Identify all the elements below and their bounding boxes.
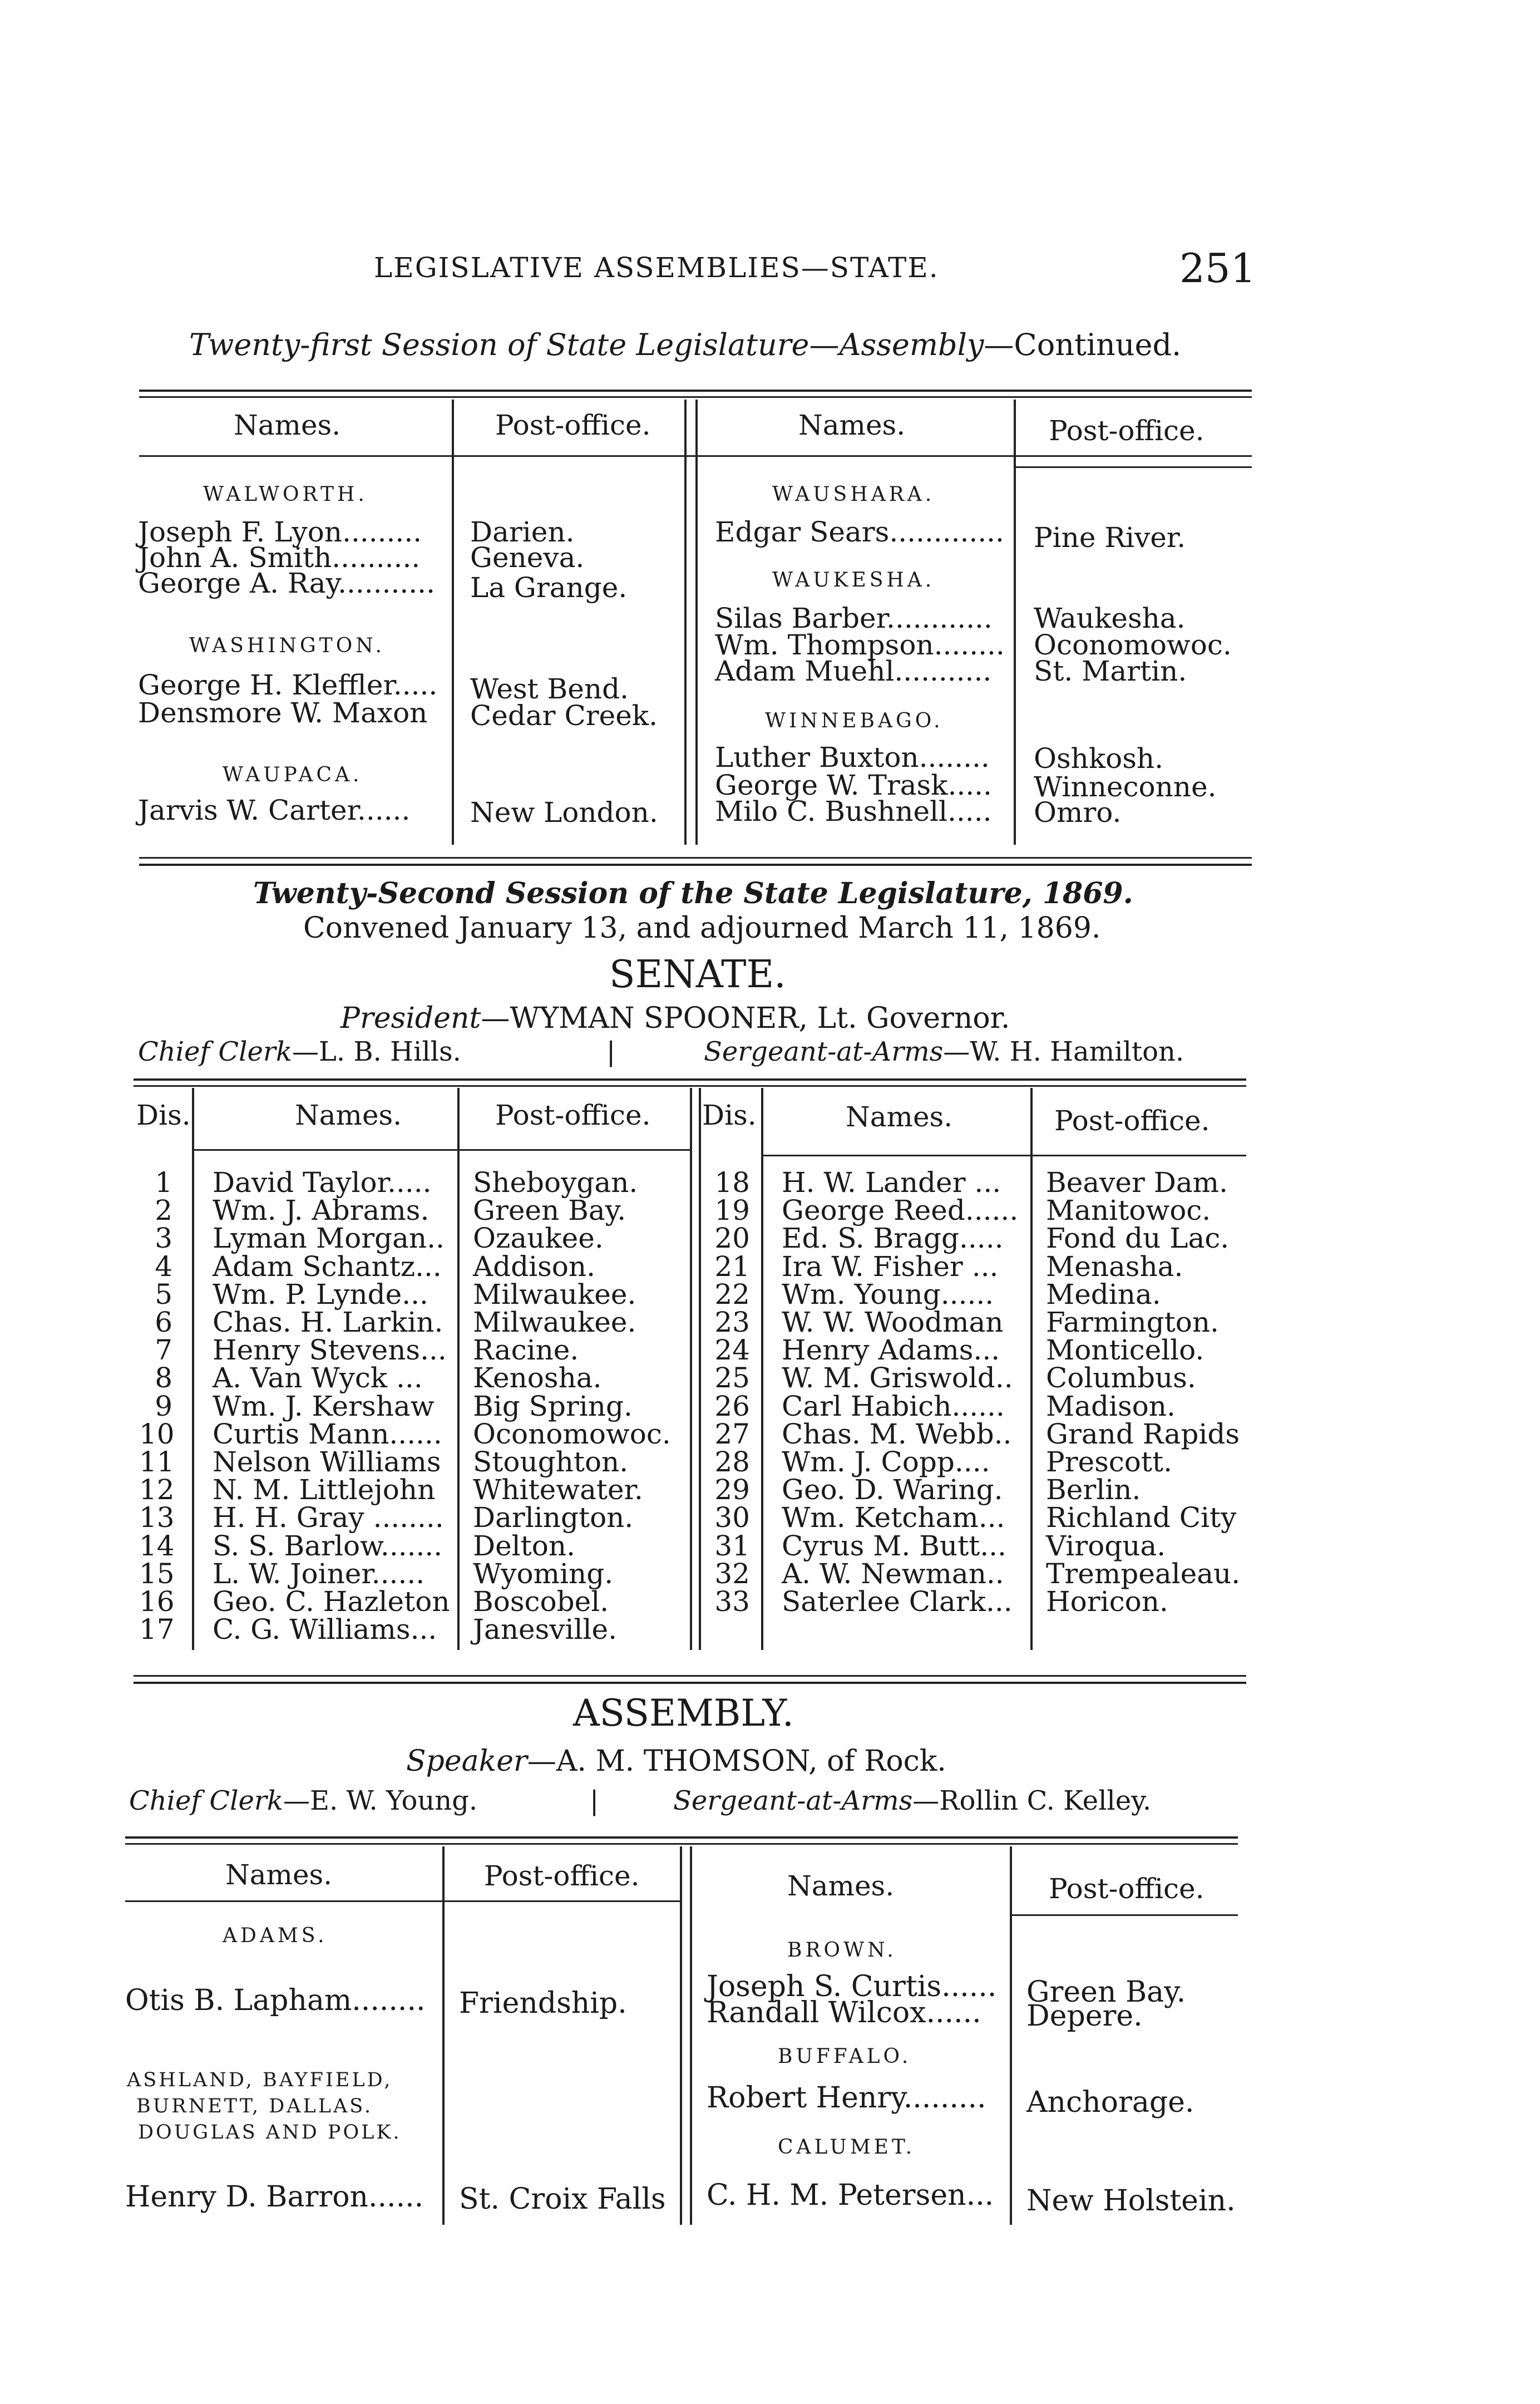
list-item: George W. Trask..... — [715, 769, 992, 801]
senate-heading: SENATE. — [609, 953, 786, 997]
district-number: 17 — [139, 1613, 175, 1646]
col-post-right: Post-office. — [1054, 1105, 1210, 1137]
list-item: Randall Wilcox...... — [707, 1996, 981, 2029]
table-row-name: Geo. C. Hazleton — [213, 1585, 450, 1618]
running-title: LEGISLATIVE ASSEMBLIES—STATE. — [374, 252, 939, 284]
list-item-post: New Holstein. — [1026, 2184, 1236, 2218]
assembly-speaker — [406, 1745, 946, 1778]
county-waushara: WAUSHARA. — [772, 483, 935, 506]
list-item-post: St. Croix Falls — [459, 2183, 666, 2216]
county-adams: ADAMS. — [223, 1924, 328, 1947]
table-row-post: Trempealeau. — [1046, 1557, 1241, 1590]
table-row-post: Boscobel. — [473, 1585, 609, 1618]
table-row-post: Grand Rapids — [1046, 1417, 1240, 1450]
table-row-name: Geo. D. Waring. — [782, 1474, 1003, 1506]
list-item-post: Friendship. — [459, 1987, 627, 2020]
table-row-name: Henry Stevens... — [213, 1334, 447, 1367]
table-row-name: Ira W. Fisher ... — [782, 1250, 999, 1283]
table-row-post: Kenosha. — [473, 1362, 602, 1395]
list-item: Luther Buxton........ — [715, 741, 990, 774]
district-number: 14 — [139, 1529, 175, 1562]
assembly-sergeant — [673, 1785, 1151, 1816]
district-number: 16 — [139, 1585, 175, 1618]
col-names-right: Names. — [846, 1101, 953, 1133]
table-row-post: Madison. — [1046, 1390, 1176, 1422]
table-row-post: Addison. — [473, 1250, 595, 1283]
list-item: Joseph F. Lyon......... — [138, 516, 422, 548]
table-row-post: Columbus. — [1046, 1362, 1196, 1395]
county-ashland-3: DOUGLAS AND POLK. — [138, 2121, 402, 2144]
district-number: 1 — [155, 1166, 172, 1199]
col-dis-right: Dis. — [702, 1099, 757, 1131]
district-number: 28 — [714, 1446, 750, 1478]
district-number: 19 — [714, 1194, 750, 1227]
table-row-post: Beaver Dam. — [1046, 1166, 1228, 1199]
assembly-separator: | — [590, 1785, 599, 1816]
table-row-post: Wyoming. — [473, 1557, 614, 1590]
list-item: George A. Ray........... — [138, 567, 435, 599]
speaker-value: —A. M. THOMSON, of Rock. — [527, 1745, 946, 1778]
table-row-post: Fond du Lac. — [1046, 1222, 1230, 1255]
col-names-left: Names. — [225, 1859, 333, 1891]
senate-separator: | — [606, 1036, 616, 1067]
table-row-post: Delton. — [473, 1529, 575, 1562]
list-item-post: La Grange. — [470, 572, 628, 604]
table-row-name: W. M. Griswold.. — [782, 1362, 1013, 1395]
table-row-name: Carl Habich...... — [782, 1390, 1005, 1422]
district-number: 21 — [714, 1250, 750, 1283]
district-number: 27 — [714, 1417, 750, 1450]
col-names-right: Names. — [798, 409, 906, 441]
district-number: 25 — [714, 1362, 750, 1395]
table-row-name: Chas. H. Larkin. — [213, 1306, 443, 1338]
sergeant-label: Sergeant-at-Arms — [704, 1036, 944, 1067]
table-row-name: H. W. Lander ... — [782, 1166, 1001, 1199]
assembly-heading: ASSEMBLY. — [573, 1692, 794, 1735]
table-row-post: Ozaukee. — [473, 1222, 604, 1255]
table-row-post: Janesville. — [473, 1613, 618, 1646]
district-number: 24 — [714, 1334, 750, 1367]
table-row-post: Whitewater. — [473, 1474, 643, 1506]
table-row-post: Viroqua. — [1046, 1529, 1166, 1562]
county-waupaca: WAUPACA. — [223, 763, 363, 786]
table-row-name: Nelson Williams — [213, 1446, 441, 1478]
table-row-post: Farmington. — [1046, 1306, 1219, 1338]
table-row-name: Adam Schantz... — [213, 1250, 442, 1283]
county-ashland-1: ASHLAND, BAYFIELD, — [127, 2069, 393, 2091]
senate-clerk — [138, 1036, 461, 1067]
table-row-name: Wm. Young...... — [782, 1278, 994, 1311]
list-item: Silas Barber............ — [715, 602, 993, 634]
list-item: Robert Henry......... — [707, 2081, 986, 2115]
table-row-name: L. W. Joiner...... — [213, 1557, 425, 1590]
district-number: 7 — [155, 1334, 172, 1367]
district-number: 5 — [155, 1278, 172, 1311]
continued-title-suffix: Continued. — [1014, 327, 1182, 362]
col-dis-left: Dis. — [136, 1099, 191, 1131]
list-item: Wm. Thompson........ — [715, 629, 1005, 661]
table-row-name: H. H. Gray ........ — [213, 1501, 444, 1534]
district-number: 4 — [155, 1250, 172, 1283]
table-row-name: Wm. J. Abrams. — [213, 1194, 430, 1227]
table-row-name: Wm. J. Copp.... — [782, 1446, 990, 1478]
district-number: 31 — [714, 1529, 750, 1562]
table-row-name: Saterlee Clark... — [782, 1585, 1013, 1618]
continued-title — [189, 327, 1181, 362]
county-washington: WASHINGTON. — [189, 634, 385, 657]
district-number: 20 — [714, 1222, 750, 1255]
table-row-post: Green Bay. — [473, 1194, 626, 1227]
district-number: 10 — [139, 1417, 175, 1450]
table-row-name: Cyrus M. Butt... — [782, 1529, 1006, 1562]
district-number: 26 — [714, 1390, 750, 1422]
list-item-post: Winneconne. — [1034, 771, 1217, 803]
table-row-post: Oconomowoc. — [473, 1417, 671, 1450]
list-item: Adam Muehl........... — [715, 655, 992, 687]
county-brown: BROWN. — [787, 1939, 897, 1962]
table-row-post: Big Spring. — [473, 1390, 633, 1422]
district-number: 12 — [139, 1474, 175, 1506]
col-names-left: Names. — [234, 409, 341, 441]
assembly-clerk-value: —E. W. Young. — [283, 1785, 478, 1816]
district-number: 30 — [714, 1501, 750, 1534]
col-post-right: Post-office. — [1049, 1873, 1205, 1905]
table-row-post: Milwaukee. — [473, 1278, 636, 1311]
table-row-name: A. W. Newman.. — [782, 1557, 1004, 1590]
session22-convened: Convened January 13, and adjourned March 11, 1869. — [303, 912, 1101, 945]
list-item-post: Green Bay. — [1026, 1976, 1186, 2009]
list-item-post: Omro. — [1034, 796, 1122, 829]
list-item-post: Geneva. — [470, 541, 585, 574]
clerk-value: —L. B. Hills. — [292, 1036, 461, 1067]
table-row-post: Manitowoc. — [1046, 1194, 1211, 1227]
list-item-post: Waukesha. — [1034, 602, 1186, 634]
sergeant-value: —W. H. Hamilton. — [943, 1036, 1184, 1067]
district-number: 13 — [139, 1501, 175, 1534]
continued-title-italic: Twenty-first Session of State Legislature—Assembly— — [189, 327, 1014, 362]
table-row-name: David Taylor..... — [213, 1166, 432, 1199]
table-row-post: Milwaukee. — [473, 1306, 636, 1338]
district-number: 23 — [714, 1306, 750, 1338]
table-row-post: Sheboygan. — [473, 1166, 638, 1199]
president-label: President — [340, 1002, 481, 1035]
col-names-left: Names. — [295, 1099, 402, 1131]
county-waukesha: WAUKESHA. — [772, 569, 935, 592]
table-row-post: Richland City — [1046, 1501, 1237, 1534]
speaker-label: Speaker — [406, 1745, 527, 1778]
list-item-post: Cedar Creek. — [470, 699, 658, 732]
district-number: 15 — [139, 1557, 175, 1590]
table-row-post: Prescott. — [1046, 1446, 1172, 1478]
assembly-sergeant-label: Sergeant-at-Arms — [673, 1785, 913, 1816]
county-winnebago: WINNEBAGO. — [765, 710, 944, 732]
district-number: 22 — [714, 1278, 750, 1311]
district-number: 8 — [155, 1362, 172, 1395]
list-item: George H. Kleffler..... — [138, 669, 438, 701]
district-number: 32 — [714, 1557, 750, 1590]
col-post-left: Post-office. — [484, 1860, 640, 1892]
col-post-left: Post-office. — [495, 409, 651, 441]
table-row-post: Horicon. — [1046, 1585, 1168, 1618]
table-row-name: C. G. Williams... — [213, 1613, 437, 1646]
assembly-clerk-label: Chief Clerk — [129, 1785, 283, 1816]
county-buffalo: BUFFALO. — [778, 2045, 912, 2068]
district-number: 2 — [155, 1194, 172, 1227]
list-item: Otis B. Lapham........ — [125, 1984, 426, 2017]
list-item-post: Anchorage. — [1026, 2086, 1195, 2119]
table-row-post: Darlington. — [473, 1501, 634, 1534]
table-row-name: Chas. M. Webb.. — [782, 1417, 1012, 1450]
session22-title: Twenty-Second Session of the State Legislature, 1869. — [253, 876, 1133, 910]
senate-president — [340, 1002, 1010, 1035]
col-post-right: Post-office. — [1049, 415, 1205, 447]
table-row-name: A. Van Wyck ... — [213, 1362, 423, 1395]
list-item-post: Oshkosh. — [1034, 742, 1164, 775]
list-item: Henry D. Barron...... — [125, 2180, 424, 2214]
list-item-post: St. Martin. — [1034, 655, 1187, 687]
table-row-name: Wm. Ketcham... — [782, 1501, 1005, 1534]
list-item: Milo C. Bushnell..... — [715, 795, 992, 827]
table-row-name: N. M. Littlejohn — [213, 1474, 436, 1506]
list-item-post: West Bend. — [470, 673, 629, 705]
table-row-name: S. S. Barlow....... — [213, 1529, 443, 1562]
table-row-name: Henry Adams... — [782, 1334, 1000, 1367]
table-row-post: Monticello. — [1046, 1334, 1205, 1367]
district-number: 18 — [714, 1166, 750, 1199]
table-row-name: George Reed...... — [782, 1194, 1019, 1227]
district-number: 6 — [155, 1306, 172, 1338]
list-item-post: New London. — [470, 796, 658, 829]
county-walworth: WALWORTH. — [203, 483, 368, 506]
county-ashland-2: BURNETT, DALLAS. — [136, 2095, 373, 2117]
clerk-label: Chief Clerk — [138, 1036, 292, 1067]
county-calumet: CALUMET. — [778, 2136, 916, 2159]
table-row-name: Lyman Morgan.. — [213, 1222, 445, 1255]
president-value: —WYMAN SPOONER, Lt. Governor. — [481, 1002, 1010, 1035]
table-row-post: Racine. — [473, 1334, 579, 1367]
page-number: 251 — [1179, 245, 1256, 292]
table-row-name: Curtis Mann...... — [213, 1417, 442, 1450]
list-item: Densmore W. Maxon — [138, 697, 428, 729]
col-names-right: Names. — [787, 1870, 895, 1902]
senate-sergeant — [704, 1036, 1184, 1067]
district-number: 3 — [155, 1222, 172, 1255]
district-number: 11 — [139, 1446, 175, 1478]
district-number: 29 — [714, 1474, 750, 1506]
list-item: Jarvis W. Carter...... — [138, 794, 411, 826]
list-item-post: Darien. — [470, 516, 575, 548]
table-row-name: Wm. P. Lynde... — [213, 1278, 428, 1311]
table-row-post: Berlin. — [1046, 1474, 1141, 1506]
list-item-post: Oconomowoc. — [1034, 629, 1232, 661]
district-number: 9 — [155, 1390, 172, 1422]
list-item: Joseph S. Curtis...... — [707, 1970, 997, 2003]
assembly-sergeant-value: —Rollin C. Kelley. — [912, 1785, 1152, 1816]
col-post-left: Post-office. — [495, 1099, 651, 1131]
district-number: 33 — [714, 1585, 750, 1618]
list-item: C. H. M. Petersen... — [707, 2179, 994, 2212]
list-item: Edgar Sears............. — [715, 516, 1004, 548]
assembly-clerk — [129, 1785, 477, 1816]
table-row-name: Ed. S. Bragg..... — [782, 1222, 1004, 1255]
table-row-post: Stoughton. — [473, 1446, 629, 1478]
list-item-post: Depere. — [1026, 1999, 1143, 2033]
table-row-name: W. W. Woodman — [782, 1306, 1004, 1338]
table-row-name: Wm. J. Kershaw — [213, 1390, 435, 1422]
list-item: John A. Smith.......... — [138, 541, 421, 574]
table-row-post: Menasha. — [1046, 1250, 1183, 1283]
list-item-post: Pine River. — [1034, 521, 1186, 554]
table-row-post: Medina. — [1046, 1278, 1161, 1311]
